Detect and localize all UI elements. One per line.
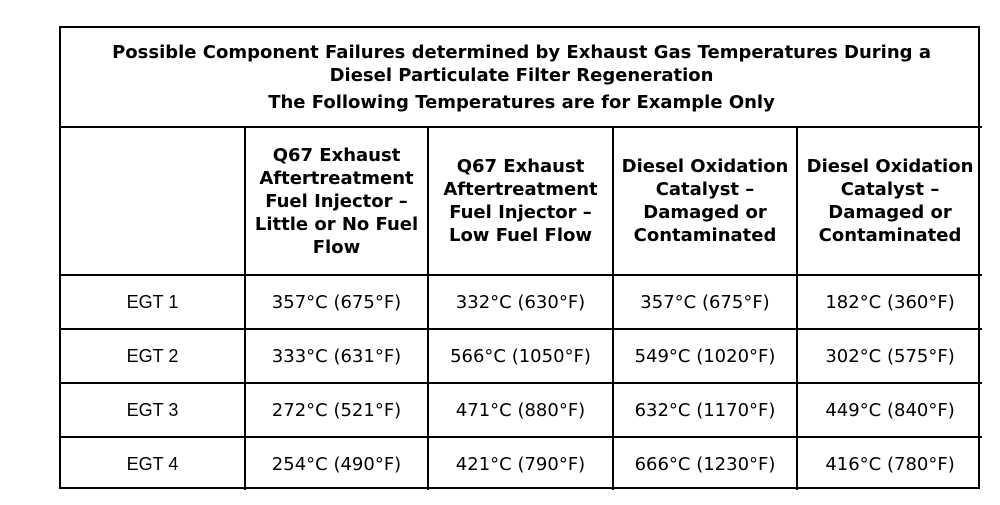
title-line-1: Possible Component Failures determined by Exhaust Gas Temperatures During a bbox=[112, 41, 931, 63]
table-cell: 357°C (675°F) bbox=[613, 275, 797, 329]
header-row bbox=[61, 127, 982, 275]
table-cell: 549°C (1020°F) bbox=[613, 329, 797, 383]
table-cell: 357°C (675°F) bbox=[245, 275, 428, 329]
row-label: EGT 3 bbox=[61, 383, 245, 437]
table-row bbox=[61, 275, 982, 329]
table-title bbox=[61, 28, 982, 127]
column-header-injector-low-flow: Q67 Exhaust Aftertreatment Fuel Injector – Low Fuel Flow bbox=[428, 127, 613, 275]
table-cell: 302°C (575°F) bbox=[797, 329, 982, 383]
title-row bbox=[61, 28, 982, 127]
row-label: EGT 1 bbox=[61, 275, 245, 329]
table-cell: 566°C (1050°F) bbox=[428, 329, 613, 383]
table-row bbox=[61, 383, 982, 437]
table-row bbox=[61, 329, 982, 383]
egt-failure-table bbox=[59, 26, 980, 489]
table-cell: 449°C (840°F) bbox=[797, 383, 982, 437]
table-cell: 421°C (790°F) bbox=[428, 437, 613, 490]
table-cell: 254°C (490°F) bbox=[245, 437, 428, 490]
column-header-doc-damaged-1: Diesel Oxidation Catalyst – Damaged or Contaminated bbox=[613, 127, 797, 275]
table-row bbox=[61, 437, 982, 490]
table-cell: 332°C (630°F) bbox=[428, 275, 613, 329]
table-cell: 272°C (521°F) bbox=[245, 383, 428, 437]
row-label: EGT 2 bbox=[61, 329, 245, 383]
table-cell: 471°C (880°F) bbox=[428, 383, 613, 437]
table-cell: 666°C (1230°F) bbox=[613, 437, 797, 490]
row-label: EGT 4 bbox=[61, 437, 245, 490]
title-line-3: The Following Temperatures are for Example Only bbox=[268, 91, 775, 113]
column-header-doc-damaged-2: Diesel Oxidation Catalyst – Damaged or Contaminated bbox=[797, 127, 982, 275]
title-line-2: Diesel Particulate Filter Regeneration bbox=[329, 64, 714, 86]
table-cell: 632°C (1170°F) bbox=[613, 383, 797, 437]
column-header-injector-little-flow: Q67 Exhaust Aftertreatment Fuel Injector – Little or No Fuel Flow bbox=[245, 127, 428, 275]
column-header-empty bbox=[61, 127, 245, 275]
data-table bbox=[61, 28, 982, 490]
table-cell: 416°C (780°F) bbox=[797, 437, 982, 490]
table-cell: 333°C (631°F) bbox=[245, 329, 428, 383]
table-cell: 182°C (360°F) bbox=[797, 275, 982, 329]
